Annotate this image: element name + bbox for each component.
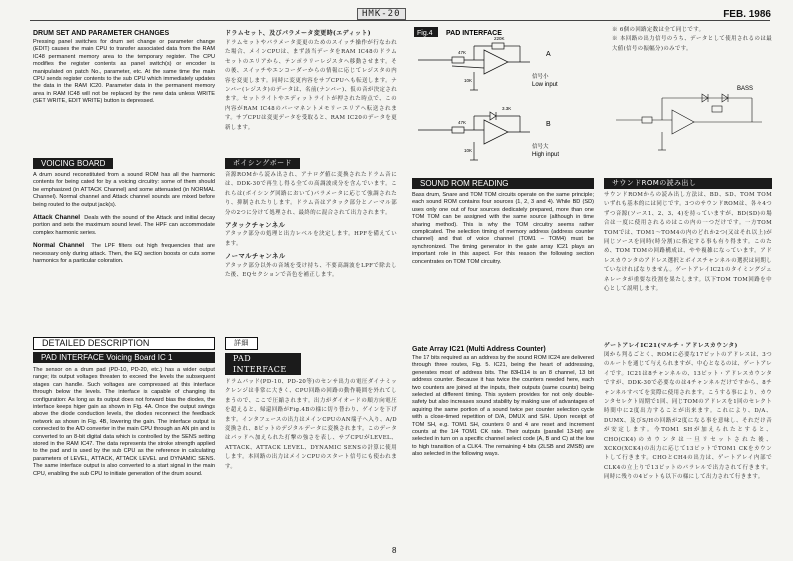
- jp-voicing-body: 音源ROMから読み出され、アナログ値に変換されたドラム音には、DDK-30で再生し得る全ての高調波成分を含んでいます。これらは(ボイシング回路において)パラメータに応じて強調されたり、抑制されたりします。ドラム音はアタック部分とノーマル部分の2つに分けて処理され、最終的に混合されて出力されます。: [225, 172, 397, 216]
- pad-interface-schematic: [412, 26, 602, 176]
- jp-section-detailed: [225, 337, 397, 472]
- jp-section-sound-rom: [604, 178, 772, 294]
- fig-label: Fig.4: [417, 30, 433, 37]
- opamp-icon: [484, 50, 508, 74]
- label-b: B: [546, 121, 551, 128]
- detailed-body: The sensor on a drum pad (PD-10, PD-20, etc.) has a wider output range; its output voltages threaten to exceed the levels the subsequent stages can handle. Such voltages are compressed at this interface through below the levels. The interface is capable of changing its configuration: As long as its output does not forward bias the diodes, the interface keeps higer gain as shown in Fig. 4A. Once the output swings above the diode conduction levels, the diodes reconnect the feedback network as shown in Fig. 4B, lowering the gain. The interface output is connected to the A/D converter in the main CPU through an AN pin and is converted to an 8-bit digital data which is controlled by the SENS setting stored in the RAM IC47. The data represents the stroke strength applied to the pad and is used by the sub CPU as the reference in calculating parameters of LEVEL, ATTACK, ATTACK LEVEL and DYNAMIC SENS. The same interface output is also converted to a start signal in the main CPU, enabling the sub CPU to initiate generation of the drum sound.: [33, 367, 215, 477]
- normal-heading: Normal Channel: [33, 242, 85, 250]
- attack-body: Deals with the sound of the Attack and initial decay portion and sets the maximum sound level. The HPF can accommodate complex harmonic series.: [33, 215, 216, 236]
- sound-rom-body: Bass drum, Snare and TOM TOM circuits operate on the same principle; each sound ROM contains four sources (1, 2, 3 and 4). While BD (SD) uses only one out of four sources dedicately prepared, more than one TOM TOM can be assigned with the same source (although in time sharing method). This is why the TOM circuitry seems rather complicated. The selection timing of memory address (address counter channel) and that of voice channel (TOM1 – TOM4) must be synchronized. The timing generator in the gate array IC21 plays an important role in this aspect. For this reason the following section concentrates on TOM TOM circuitry.: [412, 192, 594, 265]
- jp-attack-body: アタック部分の処理と出力レベルを決定します。HPFを備えています。: [225, 231, 397, 247]
- header-date: FEB. 1986: [723, 9, 771, 20]
- gate-array-title: Gate Array IC21 (Multi Address Counter): [412, 346, 546, 353]
- r3-label: 220K: [494, 36, 505, 41]
- normal-body: The LPF filters out high frequencies that are necessary only during attack. Then, the EQ section boosts or cuts some harmonics for a particular coloration.: [33, 243, 216, 265]
- figure-pad-interface: [412, 26, 602, 176]
- jp-detailed-bar: 詳細: [225, 337, 258, 350]
- jp-detailed-body: ドラムパッド(PD-10、PD-20等)のセンサ出力の電圧ダイナミックレンジは非常に大きく、CPU回路の回路の動作範囲を外れてしまうので、ここで圧縮されます。出力がダイオードの順方向電圧を超えると、帰還回路がFig.4Bの様に切り替わり、ゲインを下げます。インタフェースの出力はメインCPUのAN端子へ入り、A/D変換され、8ビットのデジタルデータに変換されます。このデータはパッドへ加えられた打撃の強さを表し、サブCPUがLEVEL、ATTACK、ATTACK LEVEL、DYNAMIC SENSの計算に使用します。本回路の出力はメインCPUのスタート信号にも使われます。: [225, 379, 397, 470]
- detailed-description-bar: DETAILED DESCRIPTION: [33, 337, 215, 350]
- jp-gate-array-body: 図から判るごとく、ROMに必要な17ビットのアドレスは、3つのルートを通じて与えられますが、中心となるのは、ゲートアレイです。IC21は8チャンネルの、13ビット・アドレスカウンタですが、DDK-30で必要なのは4チャンネルだけですから、8チャンネルすべてを実際に使用されます。こうする事により、カウンタセレクト周期で1回、同じTOMのアドレスを1回のセレクト時間中に2度出力することが出来ます。これにより、D/A、DUMX、及びS/Hの回路が2度になる事を意味し、それだけ音が安定します。今TOM1 SHが加えられたとすると、CHO(CK4)のカウンタは一旦リセットされた後、XCKO(XCK4)の出力に応じて13ビットでTOM1 CKをカウントして行きます。CHOとCH4の出力は、ゲートアレイ内部でCLK4の立上りで13ビットのパラレルで出力されて行きます。同時に残りの4ビットも以下の様にして出力されて行きます。: [604, 352, 772, 481]
- note-2: ※ 本回路の出力信号のうち、データとして使用されるのは最大値(信号の振幅分)のみです。: [612, 36, 772, 52]
- r1-label: 47K: [458, 50, 467, 55]
- attack-paragraph: [33, 214, 215, 237]
- section-gate-array: [412, 346, 594, 459]
- bass-schematic: [612, 80, 772, 160]
- note-1: ※ 6個の回路定数は全て同じです。: [612, 27, 705, 33]
- figure-notes: [612, 26, 772, 54]
- section-voicing-board: [33, 158, 215, 265]
- pad-interface-bar: PAD INTERFACE Voicing Board IC 1: [33, 352, 215, 363]
- jp-sound-rom-bar: サウンドROMの読み出し: [604, 178, 772, 189]
- jp-normal-heading: ノーマルチャンネル: [225, 252, 286, 261]
- jp-section-drum-set: [225, 30, 397, 133]
- jp-voicing-bar: ボイシングボード: [225, 158, 300, 169]
- header-rule: [30, 20, 770, 21]
- resistor-icon: [452, 57, 464, 63]
- label-a: A: [546, 51, 551, 58]
- low-input-jp: 信号小: [532, 74, 549, 80]
- circuit-a: [418, 43, 530, 90]
- circuit-b: [418, 112, 530, 160]
- high-input: High input: [532, 152, 560, 158]
- jp-section-voicing-board: [225, 158, 397, 280]
- gate-array-body: The 17 bits required as an address by the sound ROM IC24 are delivered through three routes, Fig. 5. IC21, being the heart of addressing, generates most of address bits. The 83H114 is an 8 channel, 13 bit address counter. Because it has twice the counters needed here, each two counters are joined at the inputs, their outputs (same counts) being selected at different timing. This system provides for not only double-safety but also increases sound stability by making use of advantages of aquiring the same portion of a sound twice per counter selection cycle with a close-timed repetition of D/A, DMUX and S/H. Upon receipt of TOM SH, e.g. TOM1 SH, counters 0 and 4 are reset and increment counts at the 1/4 TOM1 CK rate. Their outputs (parallel 13-bit) are selected in turn on a specific channel select code (A, B and C) at the low to high transition of a CLK4. The remaining 4 bits (2LSB and 2MSB) are also selected in the following ways.: [412, 355, 594, 458]
- r7-label: 10K: [464, 148, 473, 153]
- jp-normal-body: アタック部分以外の音域を受け持ち、不要高調波をLPFで除去した後、EQセクションで音色を補正します。: [225, 262, 397, 279]
- voicing-body: A drum sound reconstituted from a sound ROM has all the harmonic contents for being cated for by a voicing circuitry: some of them should be emphasized (in ATTACK Channel) and some attenuated (in NORMAL Channel). Normal channel and Attack channel sounds are mixed before being routed to the output jack(s).: [33, 172, 215, 208]
- diode-icon: [490, 112, 496, 120]
- r6-label: 47K: [458, 120, 467, 125]
- high-input-jp: 信号大: [532, 144, 549, 150]
- section-title: DRUM SET AND PARAMETER CHANGES: [33, 30, 170, 37]
- section-detailed-description: [33, 337, 215, 478]
- section-body: Pressing panel switches for drum set change or parameter change (EDIT) causes the main CPU to transfer associated data from the RAM IC48 permanent memory area to the temporary register. The CPU modifies the register contents as panel switch(s) or encoder is manipulated on patch No., parameter, etc. At the same time the main CPU sends register contents to the sub CPU which immediately updates the data in the RAM IC20. Parameter data in the permanent memory area in RAM IC48 will not be replaced by the new data unless WRITE (SET WRITE, EDIT WRITE) button is depressed.: [33, 39, 215, 105]
- r5-label: 3.3K: [502, 106, 512, 111]
- section-drum-set: [33, 30, 215, 106]
- jp-sound-rom-body: サウンドROMからの読み出し方法は、BD、SD、TOM TOMいずれも基本的には同じです。3つのサウンドROMは、各々4つずつ音源(ソース1、2、3、4)を持っていますが、BD(SD)の場合は一度に使用されるのはこの内の一つだけです。一方TOM TOMでは、TOM1〜TOM4の内のどれか2つ(又はそれ以上)が同じソースを同時(時分割)に指定する事も有り得ます。このため、TOM TOMの回路構成は、やや複雑になっています。アドレスカウンタのアドレス選択とボイスチャンネルの選択は同期していなければなりません。ゲートアレイIC21のタイミングジェネレータが重要な役割を果たします。以下TOM TOM回路を中心として説明します。: [604, 192, 772, 293]
- low-input: Low input: [532, 82, 558, 88]
- jp-section-body: ドラムセットやパラメータ変更のためのスイッチ操作が行なわれた場合、メインCPUは、まず該当データをRAM IC48のドラムセットのエリアから、テンポラリーレジスタへ移動させます。その後、スイッチやエンコーダーからの情報に応じてレジスタの内容を変更します。同時に変更内容をサブCPUへも転送します。ナンバー(レジスタ)のデータは、名前(ナンバー)、仮の音が決定されます。セットライトやエディットライトが押された時点で、この内容がRAM IC48のパーマネントメモリーエリアへ転送されます。サブCPUは変更データを受取ると、RAM IC20のデータを更新します。: [225, 40, 397, 131]
- jp-attack-heading: アタックチャンネル: [225, 221, 286, 230]
- jp-pad-interface-bar: PAD INTERFACE: [225, 353, 301, 375]
- bass-label: BASS: [737, 86, 754, 92]
- page-number: 8: [392, 546, 397, 555]
- attack-heading: Attack Channel: [33, 214, 81, 222]
- r2-label: 10K: [464, 78, 473, 83]
- jp-gate-array-title: ゲートアレイIC21(マルチ・アドレスカウンタ): [604, 343, 738, 349]
- jp-section-gate-array: [604, 342, 772, 483]
- jp-section-title: ドラムセット、及びパラメータ変更時(エディット): [225, 30, 372, 37]
- fig-title: PAD INTERFACE: [446, 30, 502, 37]
- normal-paragraph: [33, 242, 215, 265]
- figure-bass-circuit: [612, 80, 772, 160]
- voicing-board-bar: VOICING BOARD: [33, 158, 113, 169]
- section-sound-rom: [412, 178, 594, 266]
- sound-rom-bar: SOUND ROM READING: [412, 178, 594, 189]
- header-logo: HMK-20: [357, 8, 406, 20]
